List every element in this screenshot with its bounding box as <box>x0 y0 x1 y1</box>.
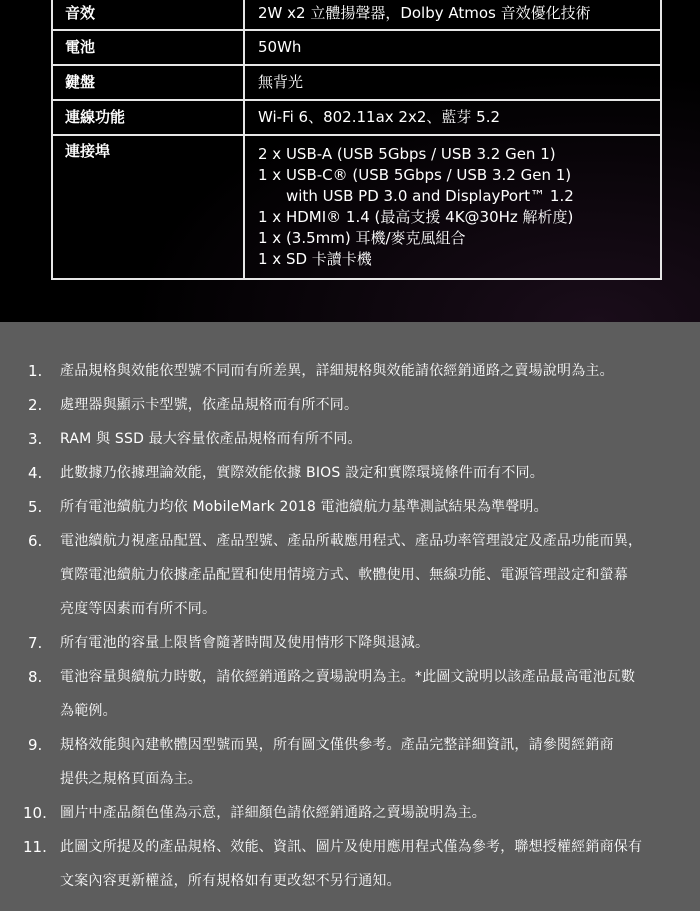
spec-row-ports <box>52 135 661 279</box>
note-number: 9. <box>28 736 43 754</box>
spec-label: 音效 <box>52 0 244 30</box>
spec-label: 連接埠 <box>52 135 244 279</box>
note-item <box>0 456 700 490</box>
notes-list <box>0 354 700 898</box>
note-item <box>0 830 700 898</box>
note-number: 11. <box>23 838 47 856</box>
note-item <box>0 626 700 660</box>
note-number: 7. <box>28 634 43 652</box>
port-line: 2 x USB-A (USB 5Gbps / USB 3.2 Gen 1) <box>258 145 556 163</box>
note-number: 10. <box>23 804 47 822</box>
port-line: 1 x (3.5mm) 耳機/麥克風組合 <box>258 229 466 247</box>
note-item <box>0 660 700 728</box>
spec-value: Wi-Fi 6、802.11ax 2x2、藍芽 5.2 <box>244 100 661 135</box>
spec-row-audio <box>52 0 661 30</box>
note-text-line: 亮度等因素而有所不同。 <box>60 601 217 617</box>
note-text-line: 文案內容更新權益，所有規格如有更改恕不另行通知。 <box>60 873 401 889</box>
note-text-line: 圖片中產品顏色僅為示意，詳細顏色請依經銷通路之賣場說明為主。 <box>60 805 486 821</box>
spec-section <box>0 0 700 322</box>
note-text-line: 為範例。 <box>60 703 117 719</box>
port-line: with USB PD 3.0 and DisplayPort™ 1.2 <box>286 187 574 205</box>
note-text-line: 處理器與顯示卡型號，依產品規格而有所不同。 <box>60 397 359 413</box>
note-number: 3. <box>28 430 43 448</box>
note-text-line: 電池續航力視產品配置、產品型號、產品所載應用程式、產品功率管理設定及產品功能而異， <box>60 533 643 549</box>
note-number: 2. <box>28 396 43 414</box>
spec-table <box>51 0 662 280</box>
note-item <box>0 422 700 456</box>
note-text-line: 實際電池續航力依據產品配置和使用情境方式、軟體使用、無線功能、電源管理設定和螢幕 <box>60 567 628 583</box>
note-number: 4. <box>28 464 43 482</box>
spec-value: 50Wh <box>244 30 661 65</box>
note-item <box>0 388 700 422</box>
note-text-line: 此圖文所提及的產品規格、效能、資訊、圖片及使用應用程式僅為參考，聯想授權經銷商保有 <box>60 839 643 855</box>
spec-value: 2W x2 立體揚聲器，Dolby Atmos 音效優化技術 <box>244 0 661 30</box>
spec-label: 電池 <box>52 30 244 65</box>
spec-label: 鍵盤 <box>52 65 244 100</box>
note-text-line: 電池容量與續航力時數，請依經銷通路之賣場說明為主。*此圖文說明以該產品最高電池瓦數 <box>60 669 636 685</box>
note-text-line: 提供之規格頁面為主。 <box>60 771 202 787</box>
spec-label: 連線功能 <box>52 100 244 135</box>
note-item <box>0 728 700 796</box>
note-text-line: 所有電池續航力均依 MobileMark 2018 電池續航力基準測試結果為準聲明。 <box>60 499 548 515</box>
note-item <box>0 796 700 830</box>
note-number: 1. <box>28 362 43 380</box>
spec-row-keyboard <box>52 65 661 100</box>
note-text-line: 此數據乃依據理論效能，實際效能依據 BIOS 設定和實際環境條件而有不同。 <box>60 465 544 481</box>
port-line: 1 x SD 卡讀卡機 <box>258 250 372 268</box>
spec-row-battery <box>52 30 661 65</box>
note-number: 5. <box>28 498 43 516</box>
notes-section <box>0 322 700 911</box>
note-text-line: RAM 與 SSD 最大容量依產品規格而有所不同。 <box>60 431 362 447</box>
note-text-line: 產品規格與效能依型號不同而有所差異，詳細規格與效能請依經銷通路之賣場說明為主。 <box>60 363 614 379</box>
note-text-line: 所有電池的容量上限皆會隨著時間及使用情形下降與退減。 <box>60 635 430 651</box>
port-line: 1 x USB-C® (USB 5Gbps / USB 3.2 Gen 1) <box>258 166 572 184</box>
note-number: 6. <box>28 532 43 550</box>
note-item <box>0 354 700 388</box>
port-line: 1 x HDMI® 1.4 (最高支援 4K@30Hz 解析度) <box>258 208 574 226</box>
spec-value-ports <box>244 135 661 279</box>
note-item <box>0 524 700 626</box>
note-number: 8. <box>28 668 43 686</box>
note-text-line: 規格效能與內建軟體因型號而異，所有圖文僅供參考。產品完整詳細資訊，請參閱經銷商 <box>60 737 614 753</box>
spec-value: 無背光 <box>244 65 661 100</box>
note-item <box>0 490 700 524</box>
spec-row-connectivity <box>52 100 661 135</box>
